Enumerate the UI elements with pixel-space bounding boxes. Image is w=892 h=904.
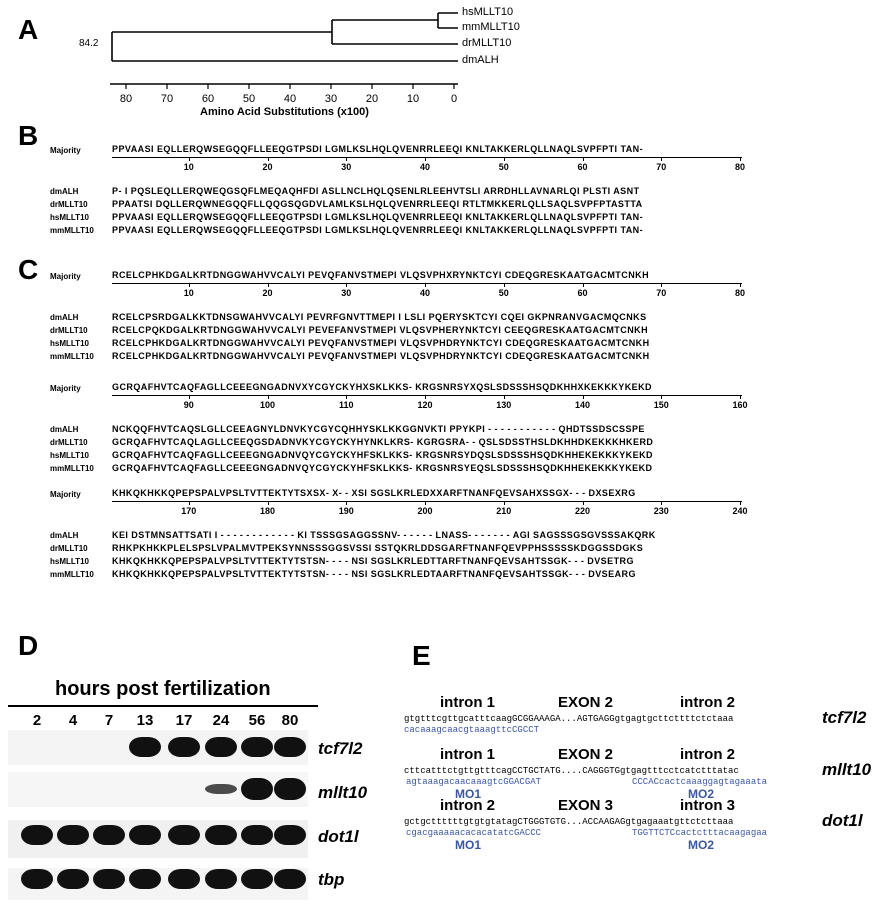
alignment-row-name: drMLLT10 (50, 544, 88, 553)
taxon-label: dmALH (462, 54, 499, 66)
ruler-tick (189, 501, 190, 505)
morpholino-sequence: cacaaagcaacgtaaagttcCGCCT (404, 725, 540, 735)
gel-band (21, 869, 53, 889)
gel-band (129, 869, 161, 889)
tree-axis-tick-label: 20 (365, 93, 379, 105)
ruler-tick (661, 395, 662, 399)
ruler-tick (661, 283, 662, 287)
ruler-tick (189, 395, 190, 399)
ruler-tick (268, 395, 269, 399)
taxon-label: mmMLLT10 (462, 21, 520, 33)
gel-band (21, 825, 53, 845)
alignment-row-sequence: RHKPKHKKPLELSPSLVPALMVTPEKSYNNSSSGGSVSSI SSTQKRLDDSGARFTNANFQEVPPHSSSSSKDGGSSDGKS (112, 543, 644, 553)
alignment-row-name: hsMLLT10 (50, 451, 89, 460)
ruler-tick (583, 501, 584, 505)
ruler-tick (740, 157, 741, 161)
alignment-row-sequence: GCRQAFHVTCAQLAGLLCEEQGSDADNVKYCGYCKYHYNKLKRS- KGRGSRA- - QSLSDSSTHSLDKHHDKEKKKHKERD (112, 437, 654, 447)
ruler-number: 130 (496, 400, 512, 410)
lane-label: 56 (248, 712, 266, 729)
tree-axis-tick-label: 40 (283, 93, 297, 105)
ruler-tick (346, 395, 347, 399)
gene-label: dot1l (822, 811, 863, 830)
gel-band (205, 737, 237, 757)
ruler-tick (504, 283, 505, 287)
majority-label: Majority (50, 146, 81, 155)
ruler-tick (346, 501, 347, 505)
morpholino-label: MO1 (455, 787, 482, 801)
alignment-row-name: hsMLLT10 (50, 213, 89, 222)
gene-label: mllt10 (822, 760, 872, 779)
gel-title: hours post fertilization (55, 678, 271, 700)
genomic-sequence: gctgcttttttgtgtgtatagCTGGGTGTG...ACCAAGAGgtgagaaatgttctcttaaa (404, 817, 734, 827)
alignment-row-sequence: RCELCPHKDGALKRTDNGGWAHVVCALYI PEVQFANVSTMEPI VLQSVPHDRYNKTCYI CDEQGRESKAATGACMTCNKH (112, 351, 650, 361)
genomic-sequence: cttcatttctgttgtttcagCCTGCTATG....CAGGGTGgtgagtttcctcatctttatac (404, 766, 739, 776)
region-header: intron 2 (680, 694, 735, 711)
gene-label: tcf7l2 (318, 739, 363, 758)
alignment-row-sequence: PPVAASI EQLLERQWSEGQQFLLEEQGTPSDI LGMLKSLHQLQVENRRLEEQI KNLTAKKERLQLLNAQLSVPFPTI TAN- (112, 225, 644, 235)
ruler-tick (346, 157, 347, 161)
alignment-row-sequence: GCRQAFHVTCAQFAGLLCEEEGNGADNVQYCGYCKYHFSKLKKS- KRGSNRSYEQSLSDSSSHSQDKHHEKEKKKYKEKD (112, 463, 653, 473)
gel-band (274, 737, 306, 757)
gel-band (274, 869, 306, 889)
lane-label: 2 (32, 712, 42, 729)
ruler-tick (346, 283, 347, 287)
morpholino-label: MO2 (688, 787, 715, 801)
lane-label: 4 (68, 712, 78, 729)
ruler-number: 10 (183, 162, 194, 172)
ruler-number: 10 (183, 288, 194, 298)
tree-axis-tick-label: 50 (242, 93, 256, 105)
gel-band (274, 825, 306, 845)
ruler-line (112, 501, 742, 502)
ruler-number: 170 (181, 506, 197, 516)
alignment-row-name: mmMLLT10 (50, 570, 94, 579)
panel-label-c: C (18, 254, 39, 285)
morpholino-sequence: cgacgaaaaacacacatatcGACCC (406, 828, 542, 838)
gel-band (93, 825, 125, 845)
ruler-number: 140 (574, 400, 591, 410)
ruler-number: 80 (734, 288, 745, 298)
ruler-number: 70 (656, 288, 667, 298)
alignment-row-name: drMLLT10 (50, 326, 88, 335)
ruler-tick (740, 501, 741, 505)
gel-band (241, 869, 273, 889)
gel-band (93, 869, 125, 889)
lane-label: 80 (281, 712, 299, 729)
gel-band (57, 825, 89, 845)
gel-band (205, 784, 237, 794)
gene-label: dot1l (318, 827, 359, 846)
alignment-row-sequence: RCELCPHKDGALKRTDNGGWAHVVCALYI PEVQFANVSTMEPI VLQSVPHDRYNKTCYI CDEQGRESKAATGACMTCNKH (112, 338, 650, 348)
ruler-number: 30 (341, 288, 352, 298)
tree-axis-tick-label: 70 (160, 93, 174, 105)
panel-label-d: D (18, 630, 39, 661)
lane-label: 24 (212, 712, 230, 729)
ruler-number: 240 (732, 506, 748, 516)
ruler-tick (583, 157, 584, 161)
lane-label: 13 (136, 712, 154, 729)
ruler-number: 100 (259, 400, 276, 410)
gene-label: tcf7l2 (822, 708, 867, 727)
ruler-tick (425, 157, 426, 161)
ruler-number: 50 (498, 288, 509, 298)
lane-label: 7 (104, 712, 114, 729)
ruler-tick (425, 501, 426, 505)
alignment-row-sequence: PPAATSI DQLLERQWNEGQQFLLQQGSQGDVLAMLKSLHQLQVENRRLEEQI RTLTMKKERLQLLSAQLSVPFPTASTTA (112, 199, 643, 209)
alignment-row-name: hsMLLT10 (50, 339, 89, 348)
gel-band (168, 825, 200, 845)
alignment-row-sequence: P- I PQSLEQLLERQWEQGSQFLMEQAQHFDI ASLLNCLHQLQSENLRLEEHVTSLI ARRDHLLAVNARLQI PLSTI ASNT (112, 186, 640, 196)
majority-label: Majority (50, 384, 81, 393)
tree-axis-tick-label: 30 (324, 93, 338, 105)
panel-label-b: B (18, 120, 39, 151)
alignment-row-sequence: RCELCPSRDGALKKTDNSGWAHVVCALYI PEVRFGNVTTMEPI I LSLI PQERYSKTCYI CQEI GKPNRANVGACMQCNKS (112, 312, 647, 322)
ruler-tick (189, 283, 190, 287)
ruler-number: 120 (417, 400, 433, 410)
ruler-number: 60 (577, 162, 588, 172)
region-header: intron 3 (680, 797, 735, 814)
panel-label-e: E (412, 640, 431, 671)
root-value: 84.2 (79, 38, 99, 49)
gene-label: mllt10 (318, 783, 368, 802)
region-header: EXON 2 (558, 746, 614, 763)
region-header: intron 1 (440, 694, 495, 711)
alignment-row-name: dmALH (50, 531, 79, 540)
majority-label: Majority (50, 272, 81, 281)
region-header: intron 2 (440, 797, 495, 814)
gel-title-underline (8, 705, 318, 707)
majority-label: Majority (50, 490, 81, 499)
alignment-row-name: mmMLLT10 (50, 464, 94, 473)
ruler-tick (268, 157, 269, 161)
morpholino-sequence: TGGTTCTCcactctttacaagagaa (632, 828, 768, 838)
ruler-number: 200 (417, 506, 433, 516)
ruler-number: 40 (419, 162, 430, 172)
ruler-tick (268, 501, 269, 505)
ruler-number: 180 (259, 506, 276, 516)
alignment-row-name: dmALH (50, 425, 79, 434)
ruler-tick (504, 501, 505, 505)
alignment-row-name: hsMLLT10 (50, 557, 89, 566)
morpholino-label: MO1 (455, 838, 482, 852)
alignment-row-name: mmMLLT10 (50, 226, 94, 235)
morpholino-sequence: agtaaagacaacaaagtcGGACGAT (406, 777, 542, 787)
ruler-tick (583, 395, 584, 399)
gel-band (241, 825, 273, 845)
alignment-row-sequence: KEI DSTMNSATTSATI I - - - - - - - - - - - - KI TSSSGSAGGSSNV- - - - - - LNASS- - - - - - - AGI SAGSSSGSGVSSSAKQRK (112, 530, 656, 540)
gel-band (274, 778, 306, 800)
alignment-row-name: mmMLLT10 (50, 352, 94, 361)
gene-label: tbp (318, 870, 345, 889)
region-header: EXON 2 (558, 694, 614, 711)
ruler-tick (504, 157, 505, 161)
tree-axis-label: Amino Acid Substitutions (x100) (200, 106, 369, 118)
tree-axis-tick-label: 80 (119, 93, 133, 105)
majority-sequence: KHKQKHKKQPEPSPALVPSLTVTTEKTYTSXSX- X- - XSI SGSLKRLEDXXARFTNANFQEVSAHXSSGX- - - DXSEXRG (112, 488, 636, 498)
ruler-tick (740, 395, 741, 399)
gel-band (129, 737, 161, 757)
panel-label-a: A (18, 14, 39, 45)
ruler-number: 230 (653, 506, 669, 516)
majority-sequence: GCRQAFHVTCAQFAGLLCEEEGNGADNVXYCGYCKYHXSKLKKS- KRGSNRSYXQSLSDSSSHSQDKHHXKEKKKYKEKD (112, 382, 652, 392)
ruler-line (112, 157, 742, 158)
ruler-number: 220 (574, 506, 591, 516)
majority-sequence: PPVAASI EQLLERQWSEGQQFLLEEQGTPSDI LGMLKSLHQLQVENRRLEEQI KNLTAKKERLQLLNAQLSVPFPTI TAN- (112, 144, 644, 154)
ruler-tick (740, 283, 741, 287)
ruler-number: 30 (341, 162, 352, 172)
ruler-tick (661, 501, 662, 505)
region-header: EXON 3 (558, 797, 614, 814)
ruler-number: 210 (496, 506, 512, 516)
gel-band (129, 825, 161, 845)
region-header: intron 1 (440, 746, 495, 763)
alignment-row-sequence: KHKQKHKKQPEPSPALVPSLTVTTEKTYTSTSN- - - - NSI SGSLKRLEDTTARFTNANFQEVSAHTSSGK- - - DVSETRG (112, 556, 634, 566)
majority-sequence: RCELCPHKDGALKRTDNGGWAHVVCALYI PEVQFANVSTMEPI VLQSVPHXRYNKTCYI CDEQGRESKAATGACMTCNKH (112, 270, 650, 280)
tree-axis-tick-label: 60 (201, 93, 215, 105)
gel-band (205, 825, 237, 845)
ruler-number: 50 (498, 162, 509, 172)
ruler-number: 110 (338, 400, 354, 410)
morpholino-label: MO2 (688, 838, 715, 852)
ruler-tick (661, 157, 662, 161)
ruler-number: 160 (732, 400, 748, 410)
ruler-number: 40 (419, 288, 430, 298)
ruler-tick (425, 283, 426, 287)
ruler-number: 150 (653, 400, 669, 410)
ruler-line (112, 395, 742, 396)
alignment-row-sequence: PPVAASI EQLLERQWSEGQQFLLEEQGTPSDI LGMLKSLHQLQVENRRLEEQI KNLTAKKERLQLLNAQLSVPFPTI TAN- (112, 212, 644, 222)
gel-band (168, 869, 200, 889)
alignment-row-name: drMLLT10 (50, 200, 88, 209)
ruler-tick (504, 395, 505, 399)
ruler-tick (189, 157, 190, 161)
alignment-row-sequence: KHKQKHKKQPEPSPALVPSLTVTTEKTYTSTSN- - - - NSI SGSLKRLEDTAARFTNANFQEVSAHTSSGK- - - DVSEARG (112, 569, 636, 579)
genomic-sequence: gtgtttcgttgcatttcaagGCGGAAAGA...AGTGAGGgtgagtgcttcttttctctaaa (404, 714, 734, 724)
alignment-row-sequence: GCRQAFHVTCAQFAGLLCEEEGNGADNVQYCGYCKYHFSKLKKS- KRGSNRSYDQSLSDSSSHSQDKHHEKEKKKYKEKD (112, 450, 653, 460)
ruler-tick (583, 283, 584, 287)
ruler-tick (425, 395, 426, 399)
gel-band (205, 869, 237, 889)
ruler-tick (268, 283, 269, 287)
tree-axis-tick-label: 10 (406, 93, 420, 105)
tree-axis-tick-label: 0 (450, 93, 458, 105)
ruler-number: 70 (656, 162, 667, 172)
ruler-number: 60 (577, 288, 588, 298)
alignment-row-name: dmALH (50, 187, 79, 196)
ruler-number: 80 (734, 162, 745, 172)
ruler-line (112, 283, 742, 284)
ruler-number: 20 (262, 288, 273, 298)
alignment-row-name: dmALH (50, 313, 79, 322)
gel-band (241, 778, 273, 800)
ruler-number: 90 (183, 400, 194, 410)
lane-label: 17 (175, 712, 193, 729)
ruler-number: 20 (262, 162, 273, 172)
gel-band (168, 737, 200, 757)
alignment-row-name: drMLLT10 (50, 438, 88, 447)
ruler-number: 190 (338, 506, 354, 516)
alignment-row-sequence: RCELCPQKDGALKRTDNGGWAHVVCALYI PEVEFANVSTMEPI VLQSVPHERYNKTCYI CEEQGRESKAATGACMTCNKH (112, 325, 649, 335)
alignment-row-sequence: NCKQQFHVTCAQSLGLLCEEAGNYLDNVKYCGYCQHHYSKLKKGGNVKTI PPYKPI - - - - - - - - - - - QHDTSSDSCSSPE (112, 424, 645, 434)
taxon-label: drMLLT10 (462, 37, 512, 49)
gel-band (241, 737, 273, 757)
morpholino-sequence: CCCACcactcaaaggagtagaaata (632, 777, 768, 787)
region-header: intron 2 (680, 746, 735, 763)
taxon-label: hsMLLT10 (462, 6, 514, 18)
gel-band (57, 869, 89, 889)
